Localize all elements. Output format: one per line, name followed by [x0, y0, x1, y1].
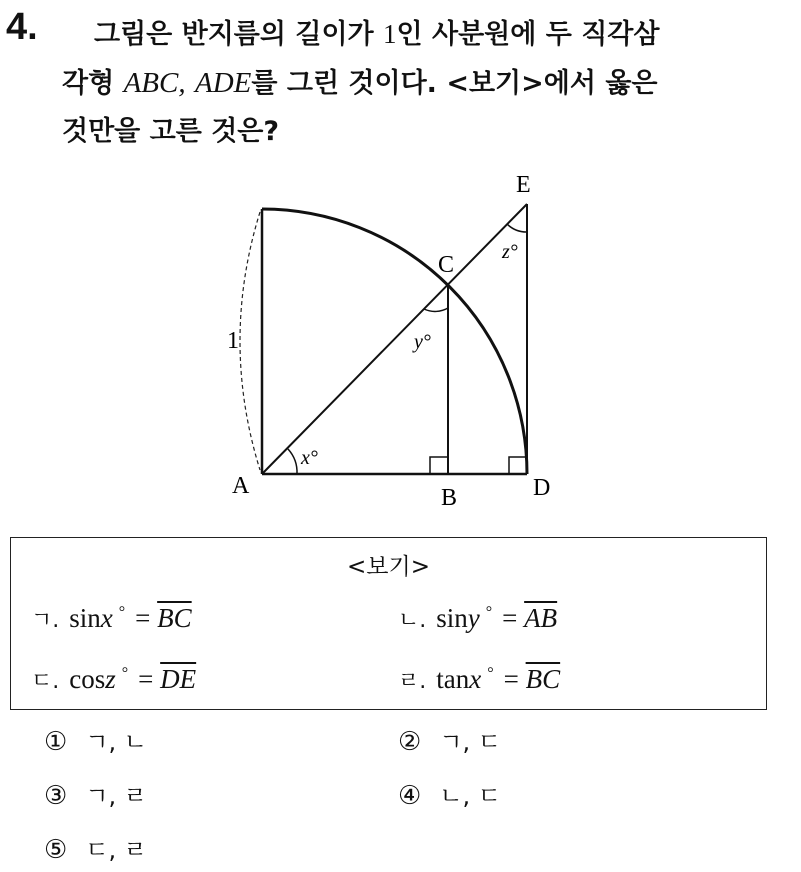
bogi-box: [10, 537, 767, 710]
choice-text: ㄱ, ㄷ: [439, 728, 501, 756]
statement-func: sin: [436, 603, 468, 633]
statement-equals: =: [503, 664, 519, 694]
label-a: A: [232, 473, 250, 499]
statement-equals: =: [138, 664, 154, 694]
label-d: D: [533, 475, 551, 501]
choice-2[interactable]: [398, 722, 501, 757]
radius-brace: [240, 212, 260, 470]
choice-text: ㄱ, ㄴ: [85, 728, 147, 756]
statement-var: y: [467, 603, 480, 633]
question-number: 4.: [6, 6, 38, 48]
bogi-statement-2: [398, 603, 557, 634]
choice-5[interactable]: [44, 830, 147, 865]
right-angle-d: [509, 457, 527, 474]
stem-text: 인 사분원에 두 직각삼: [396, 19, 660, 50]
statement-func: sin: [69, 603, 101, 633]
bogi-statement-1: [31, 603, 192, 634]
bogi-statement-3: [31, 664, 196, 695]
choice-number: ①: [44, 727, 68, 757]
angle-arc-y: [424, 308, 448, 311]
choice-text: ㄱ, ㄹ: [85, 782, 147, 810]
choice-number: ②: [398, 727, 422, 757]
statement-label: ㄴ.: [398, 608, 427, 633]
statement-var: x: [469, 664, 482, 694]
choice-4[interactable]: [398, 776, 501, 811]
stem-line-3: 것만을 고른 것은?: [62, 116, 280, 147]
statement-segment: $\overline{BC}$: [157, 603, 192, 633]
stem-text: 각형: [62, 68, 124, 99]
statement-label: ㄷ.: [31, 669, 60, 694]
statement-var: z: [105, 664, 116, 694]
question-stem: [62, 10, 792, 156]
statement-func: tan: [436, 664, 470, 694]
statement-segment: $\overline{AB}$: [524, 603, 558, 633]
label-radius: 1: [227, 328, 239, 354]
statement-equals: =: [135, 603, 151, 633]
statement-func: cos: [69, 664, 106, 694]
label-c: C: [438, 252, 455, 278]
statement-degree: °: [118, 604, 126, 621]
statement-degree: °: [487, 665, 494, 682]
stem-radius-value: 1: [383, 19, 397, 49]
statement-segment: $\overline{BC}$: [525, 664, 561, 694]
statement-equals: =: [502, 603, 518, 633]
choice-number: ④: [398, 781, 422, 811]
angle-arc-x: [288, 449, 297, 474]
stem-triangle-abc: ABC,: [123, 67, 186, 99]
choice-3[interactable]: [44, 776, 147, 811]
stem-line-1: [62, 10, 792, 59]
bogi-title: <보기>: [347, 554, 430, 580]
choice-1[interactable]: [44, 722, 147, 757]
statement-label: ㄹ.: [398, 669, 427, 694]
stem-text: 를 그린 것이다. <보기>에서 옳은: [251, 68, 658, 99]
stem-triangle-ade: ADE: [195, 67, 252, 99]
angle-arc-z: [507, 224, 527, 232]
label-angle-y: y°: [414, 331, 431, 353]
stem-line-2: [62, 59, 792, 108]
choice-text: ㄴ, ㄷ: [439, 782, 501, 810]
quarter-circle-figure: [0, 160, 801, 520]
statement-segment: $\overline{DE}$: [160, 664, 197, 694]
statement-degree: °: [485, 604, 493, 621]
right-angle-b: [430, 457, 448, 474]
choice-text: ㄷ, ㄹ: [85, 836, 147, 864]
label-angle-x: x°: [301, 447, 318, 469]
label-b: B: [441, 485, 458, 511]
label-angle-z: z°: [502, 241, 518, 263]
choice-number: ③: [44, 781, 68, 811]
statement-degree: °: [121, 665, 129, 682]
choice-number: ⑤: [44, 835, 68, 865]
label-e: E: [516, 172, 531, 198]
bogi-statement-4: [398, 664, 560, 695]
stem-text: 그림은 반지름의 길이가: [94, 19, 384, 50]
statement-label: ㄱ.: [31, 608, 60, 633]
statement-var: x: [100, 603, 113, 633]
